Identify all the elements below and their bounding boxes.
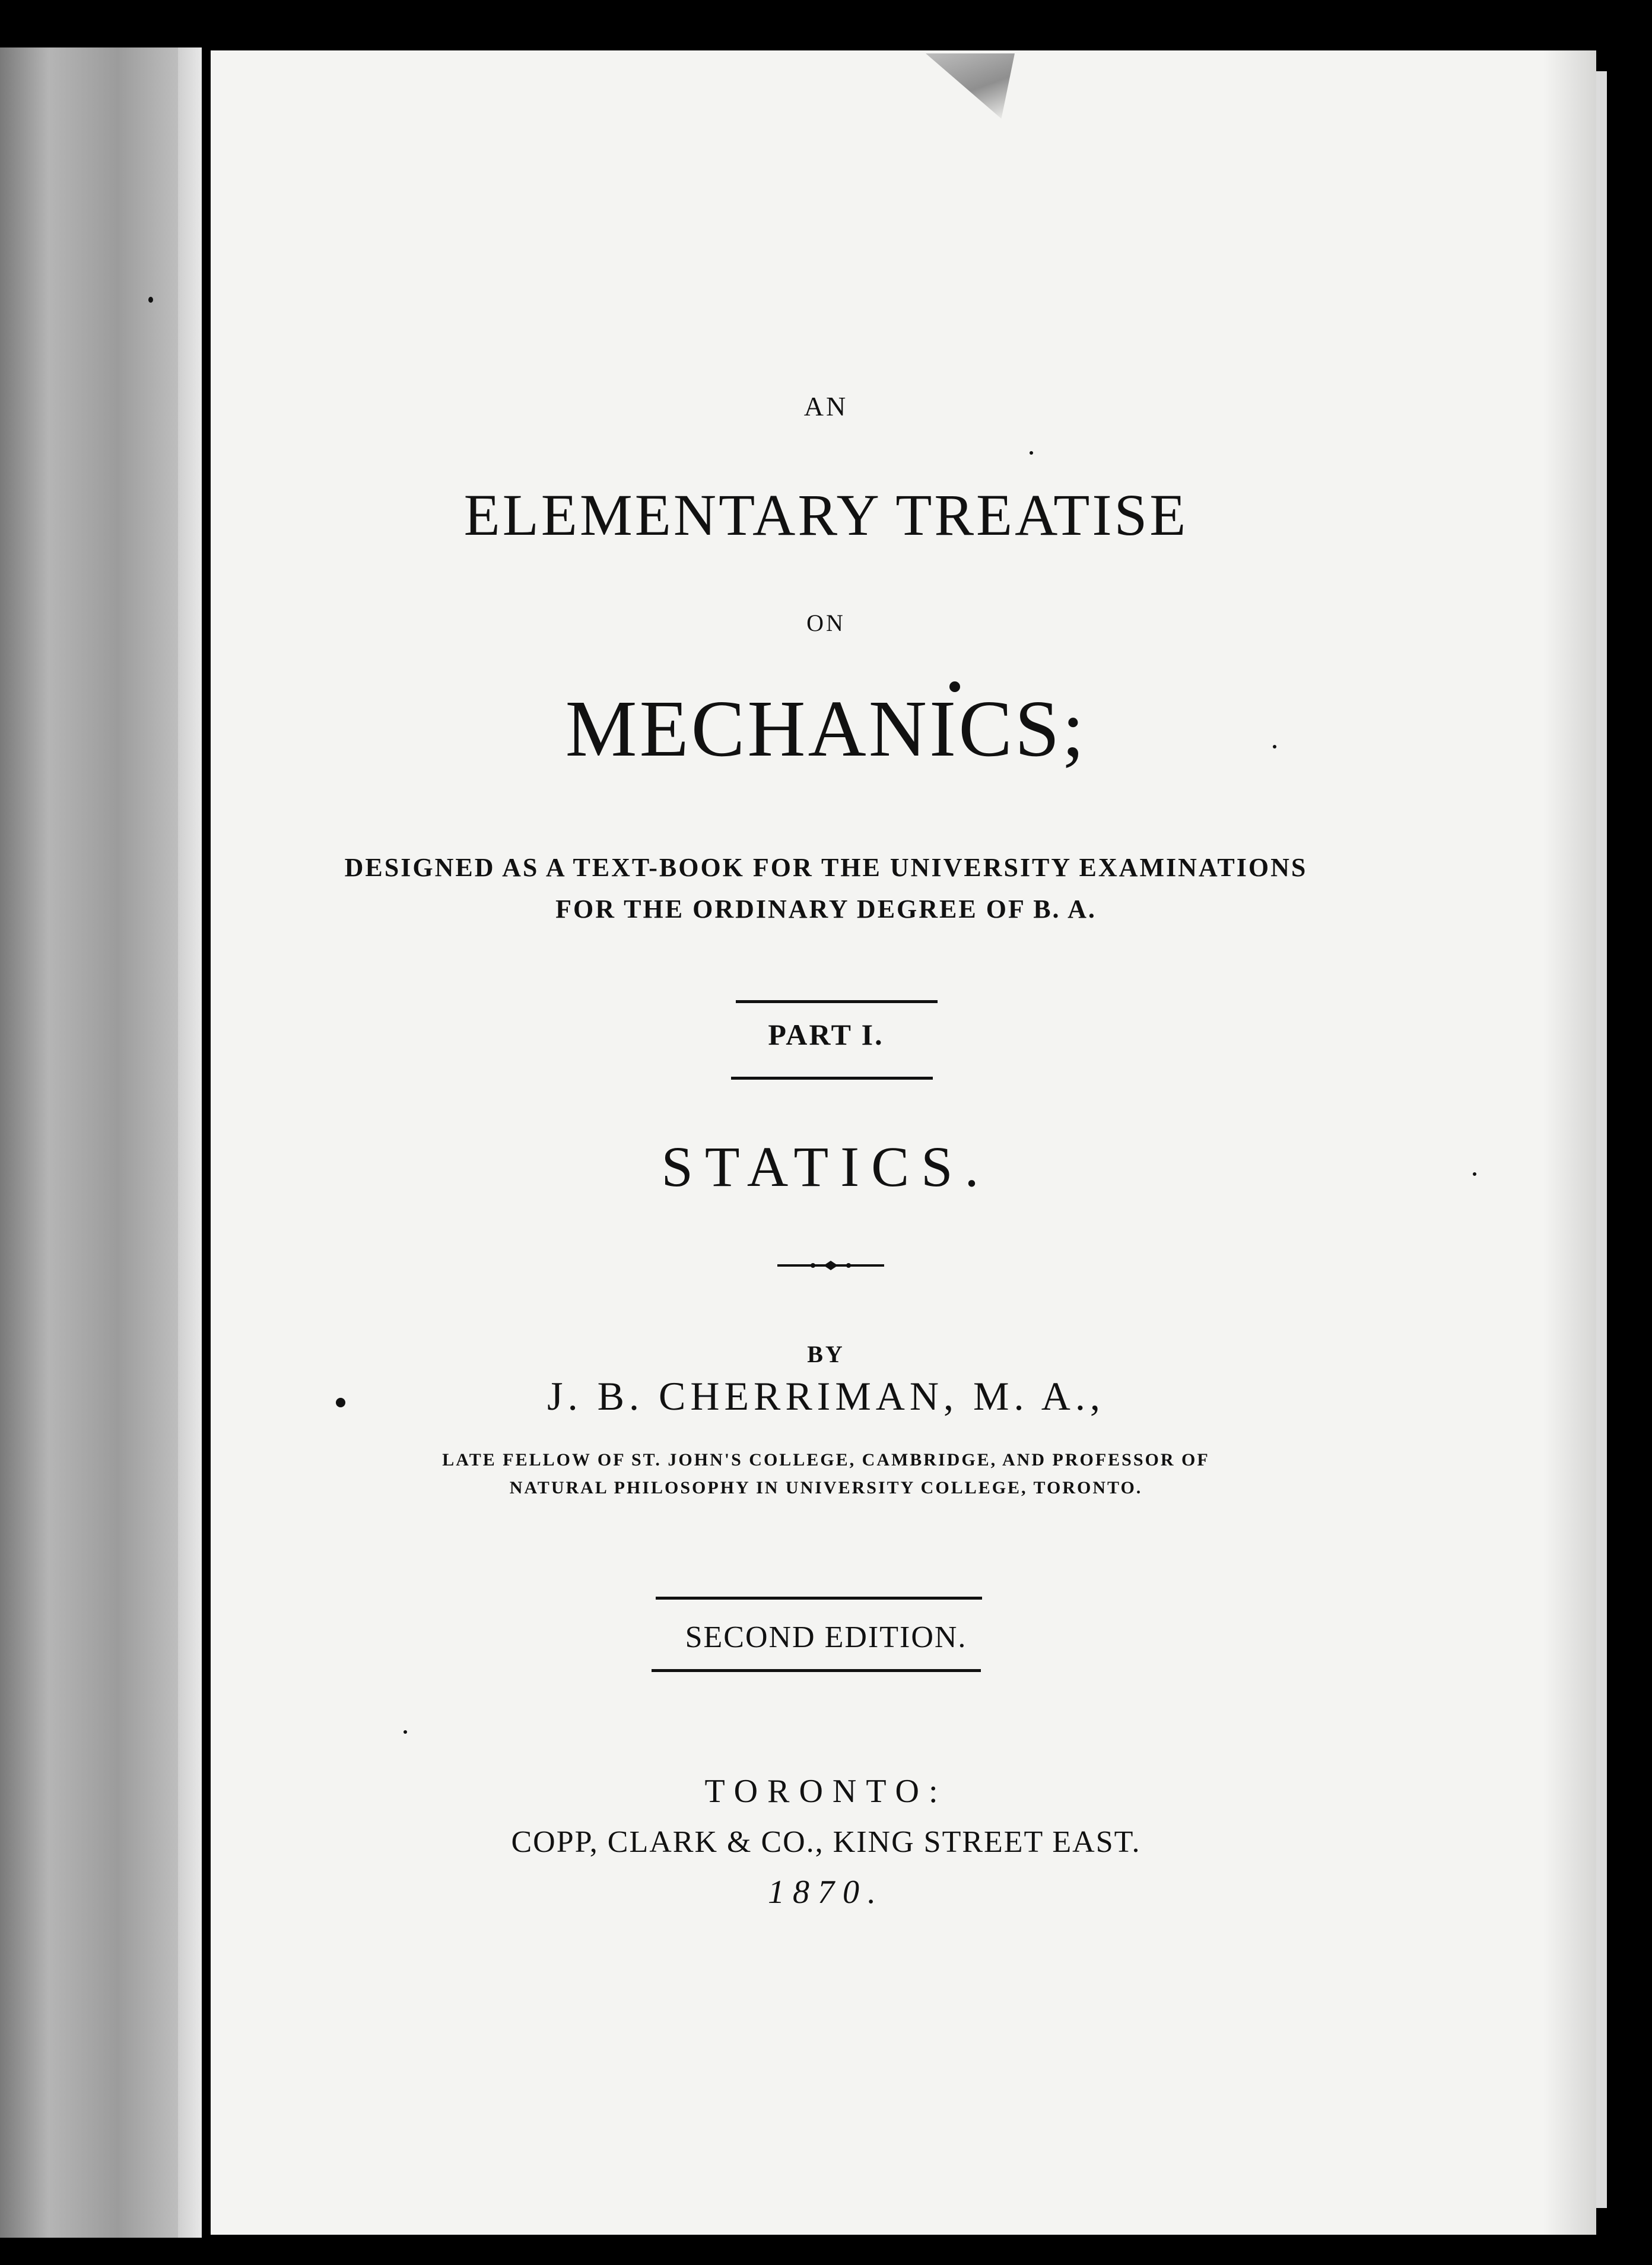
rule-above-edition bbox=[656, 1597, 982, 1600]
description-line-1: DESIGNED AS A TEXT-BOOK FOR THE UNIVERSITY EXAMINATIONS bbox=[344, 853, 1308, 882]
rule-below-edition bbox=[652, 1669, 981, 1672]
rule-below-part bbox=[731, 1077, 933, 1080]
part-title: STATICS. bbox=[661, 1135, 991, 1198]
pre-title: AN bbox=[803, 391, 849, 421]
book-subject: MECHANICS; bbox=[565, 684, 1087, 773]
rule-above-part bbox=[736, 1000, 938, 1003]
part-number: PART I. bbox=[768, 1018, 884, 1051]
scan-speck bbox=[148, 297, 153, 303]
scan-speck bbox=[1030, 451, 1033, 455]
publication-year: 1870. bbox=[768, 1874, 884, 1911]
title-connector: ON bbox=[806, 610, 846, 636]
by-label: BY bbox=[807, 1341, 845, 1368]
ornament-divider bbox=[777, 1258, 884, 1273]
author-affiliation-line-1: LATE FELLOW OF ST. JOHN'S COLLEGE, CAMBRIDGE, AND PROFESSOR OF bbox=[442, 1450, 1210, 1470]
publisher: COPP, CLARK & CO., KING STREET EAST. bbox=[511, 1825, 1141, 1859]
scan-speck bbox=[404, 1730, 407, 1734]
publication-city: TORONTO: bbox=[704, 1773, 948, 1810]
book-title: ELEMENTARY TREATISE bbox=[463, 482, 1189, 548]
author-affiliation-line-2: NATURAL PHILOSOPHY IN UNIVERSITY COLLEGE, TORONTO. bbox=[509, 1478, 1143, 1498]
edition: SECOND EDITION. bbox=[685, 1620, 967, 1654]
description-line-2: FOR THE ORDINARY DEGREE OF B. A. bbox=[555, 894, 1097, 924]
author-name: J. B. CHERRIMAN, M. A., bbox=[547, 1373, 1105, 1419]
